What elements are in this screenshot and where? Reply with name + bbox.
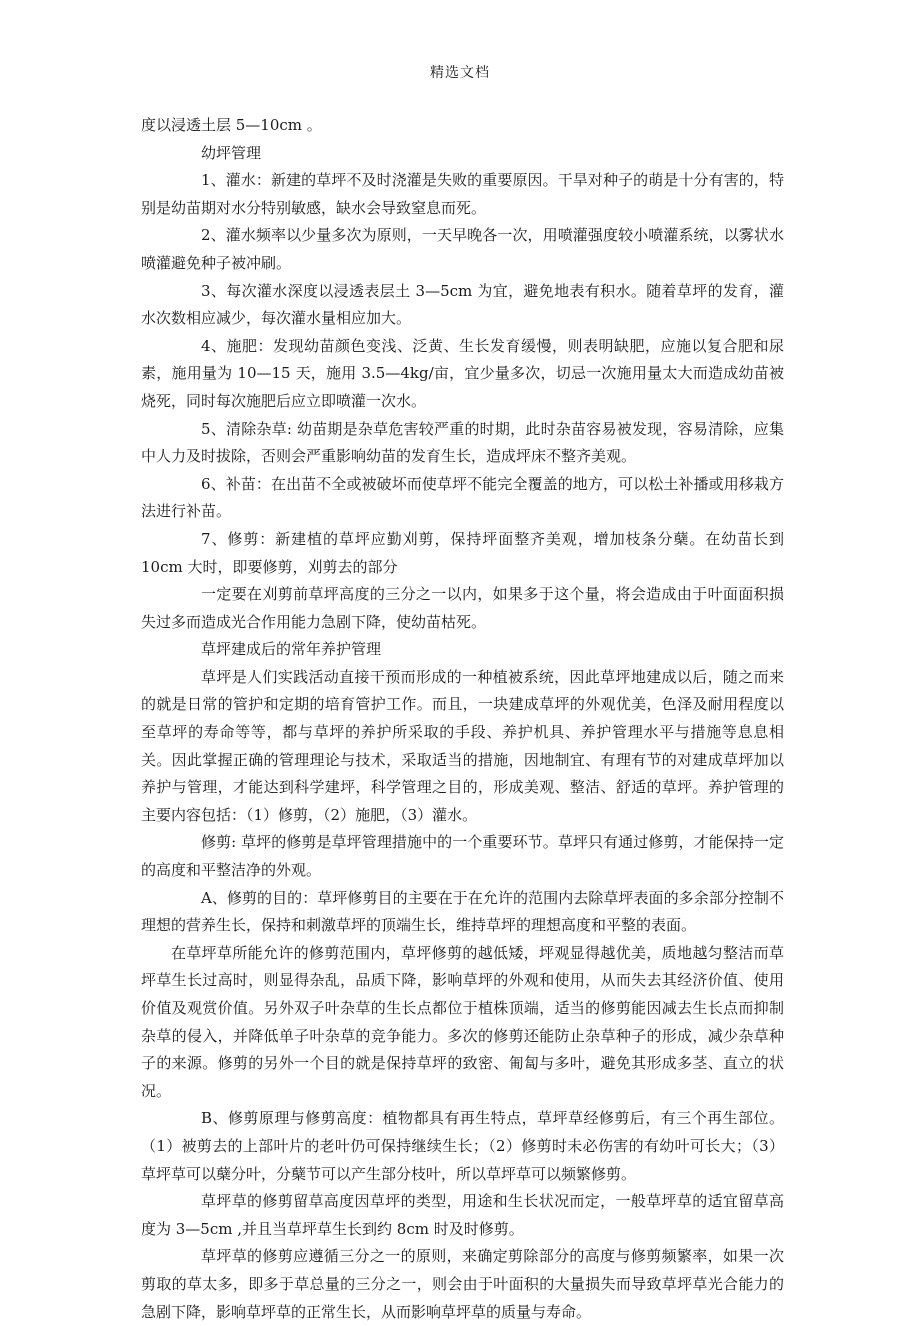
paragraph-weeding: 5、清除杂草: 幼苗期是杂草危害较严重的时期，此时杂苗容易被发现，容易清除，应集中人力及时拔除，否则会严重影响幼苗的发育生长，造成坪床不整齐美观。 [141, 419, 784, 466]
paragraph-reseeding: 6、补苗：在出苗不全或被破坏而使草坪不能完全覆盖的地方，可以松土补播或用移栽方法进行补苗。 [141, 474, 784, 521]
paragraph-mowing-limit: 一定要在刈剪前草坪高度的三分之一以内，如果多于这个量，将会造成由于叶面面积损失过多而造成光合作用能力急剧下降，使幼苗枯死。 [141, 585, 784, 631]
paragraph-watering-depth: 3、每次灌水深度以浸透表层土 3—5cm 为宜，避免地表有积水。随着草坪的发育，灌水次数相应减少，每次灌水量相应加大。 [141, 281, 784, 328]
paragraph-mowing-principle: B、修剪原理与修剪高度：植物都具有再生特点，草坪草经修剪后，有三个再生部位。（1）被剪去的上部叶片的老叶仍可保持继续生长；（2）修剪时未必伤害的有幼叶可长大；（3）草坪草可以蘖分叶，分蘖节可以产生部分枝叶，所以草坪草可以频繁修剪。 [141, 1109, 784, 1183]
section-heading-seedling-management: 幼坪管理 [201, 143, 262, 162]
paragraph-mowing-height: 草坪草的修剪留草高度因草坪的类型，用途和生长状况而定，一般草坪草的适宜留草高度为 3—5cm ,并且当草坪草生长到约 8cm 时及时修剪。 [141, 1192, 784, 1238]
paragraph-watering: 1、灌水：新建的草坪不及时浇灌是失败的重要原因。干旱对种子的萌是十分有害的，特别是幼苗期对水分特别敏感，缺水会导致窒息而死。 [141, 171, 784, 217]
paragraph-maintenance-intro: 草坪是人们实践活动直接干预而形成的一种植被系统，因此草坪地建成以后，随之而来的就是日常的管护和定期的培育管护工作。而且，一块建成草坪的外观优美，色泽及耐用程度以至草坪的寿命等等，都与草坪的养护所采取的手段、养护机具、养护管理水平与措施等息息相关。因此掌握正确的管理理论与技术，采取适当的措施，因地制宜、有理有节的对建成草坪加以养护与管理，才能达到科学建坪，科学管理之目的，形成美观、整洁、舒适的草坪。养护管理的主要内容包括：（1）修剪，（2）施肥，（3）灌水。 [141, 667, 784, 824]
paragraph-one-third-rule: 草坪草的修剪应遵循三分之一的原则，来确定剪除部分的高度与修剪频繁率，如果一次剪取的草太多，即多于草总量的三分之一，则会由于叶面积的大量损失而导致草坪草光合能力的急剧下降，影响草坪草的正常生长，从而影响草坪草的质量与寿命。 [141, 1247, 784, 1321]
paragraph-mowing-new: 7、修剪：新建植的草坪应勤刈剪，保持坪面整齐美观，增加枝条分蘖。在幼苗长到 10cm 大时，即要修剪，刈剪去的部分 [141, 529, 784, 576]
paragraph-mowing-benefits: 在草坪草所能允许的修剪范围内，草坪修剪的越低矮，坪观显得越优美，质地越匀整洁而草坪草生长过高时，则显得杂乱，品质下降，影响草坪的外观和使用，从而失去其经济价值、使用价值及观赏价值。另外双子叶杂草的生长点都位于植株顶端，适当的修剪能因减去生长点而抑制杂草的侵入，并降低单子叶杂草的竞争能力。多次的修剪还能防止杂草种子的形成，减少杂草种子的来源。修剪的另外一个目的就是保持草坪的致密、匍匐与多叶，避免其形成多茎、直立的状况。 [141, 943, 784, 1100]
paragraph-fertilizing: 4、施肥：发现幼苗颜色变浅、泛黄、生长发育缓慢，则表明缺肥，应施以复合肥和尿素，施用量为 10—15 天，施用 3.5—4kg/亩，宜少量多次，切忌一次施用量太大而造成幼苗被烧死，同时每次施肥后应立即喷灌一次水。 [141, 336, 784, 410]
page-header-title: 精选文档 [430, 65, 490, 81]
paragraph-continuation: 度以浸透土层 5—10cm 。 [141, 116, 322, 134]
paragraph-mowing-purpose: A、修剪的目的：草坪修剪目的主要在于在允许的范围内去除草坪表面的多余部分控制不理想的营养生长，保持和刺激草坪的顶端生长，维持草坪的理想高度和平整的表面。 [141, 888, 784, 935]
paragraph-mowing-importance: 修剪: 草坪的修剪是草坪管理措施中的一个重要环节。草坪只有通过修剪，才能保持一定的高度和平整洁净的外观。 [141, 833, 784, 880]
paragraph-watering-frequency: 2、灌水频率以少量多次为原则，一天早晚各一次，用喷灌强度较小喷灌系统，以雾状水喷灌避免种子被冲刷。 [141, 226, 784, 272]
section-heading-annual-maintenance: 草坪建成后的常年养护管理 [201, 640, 382, 659]
document-body [141, 112, 784, 1326]
